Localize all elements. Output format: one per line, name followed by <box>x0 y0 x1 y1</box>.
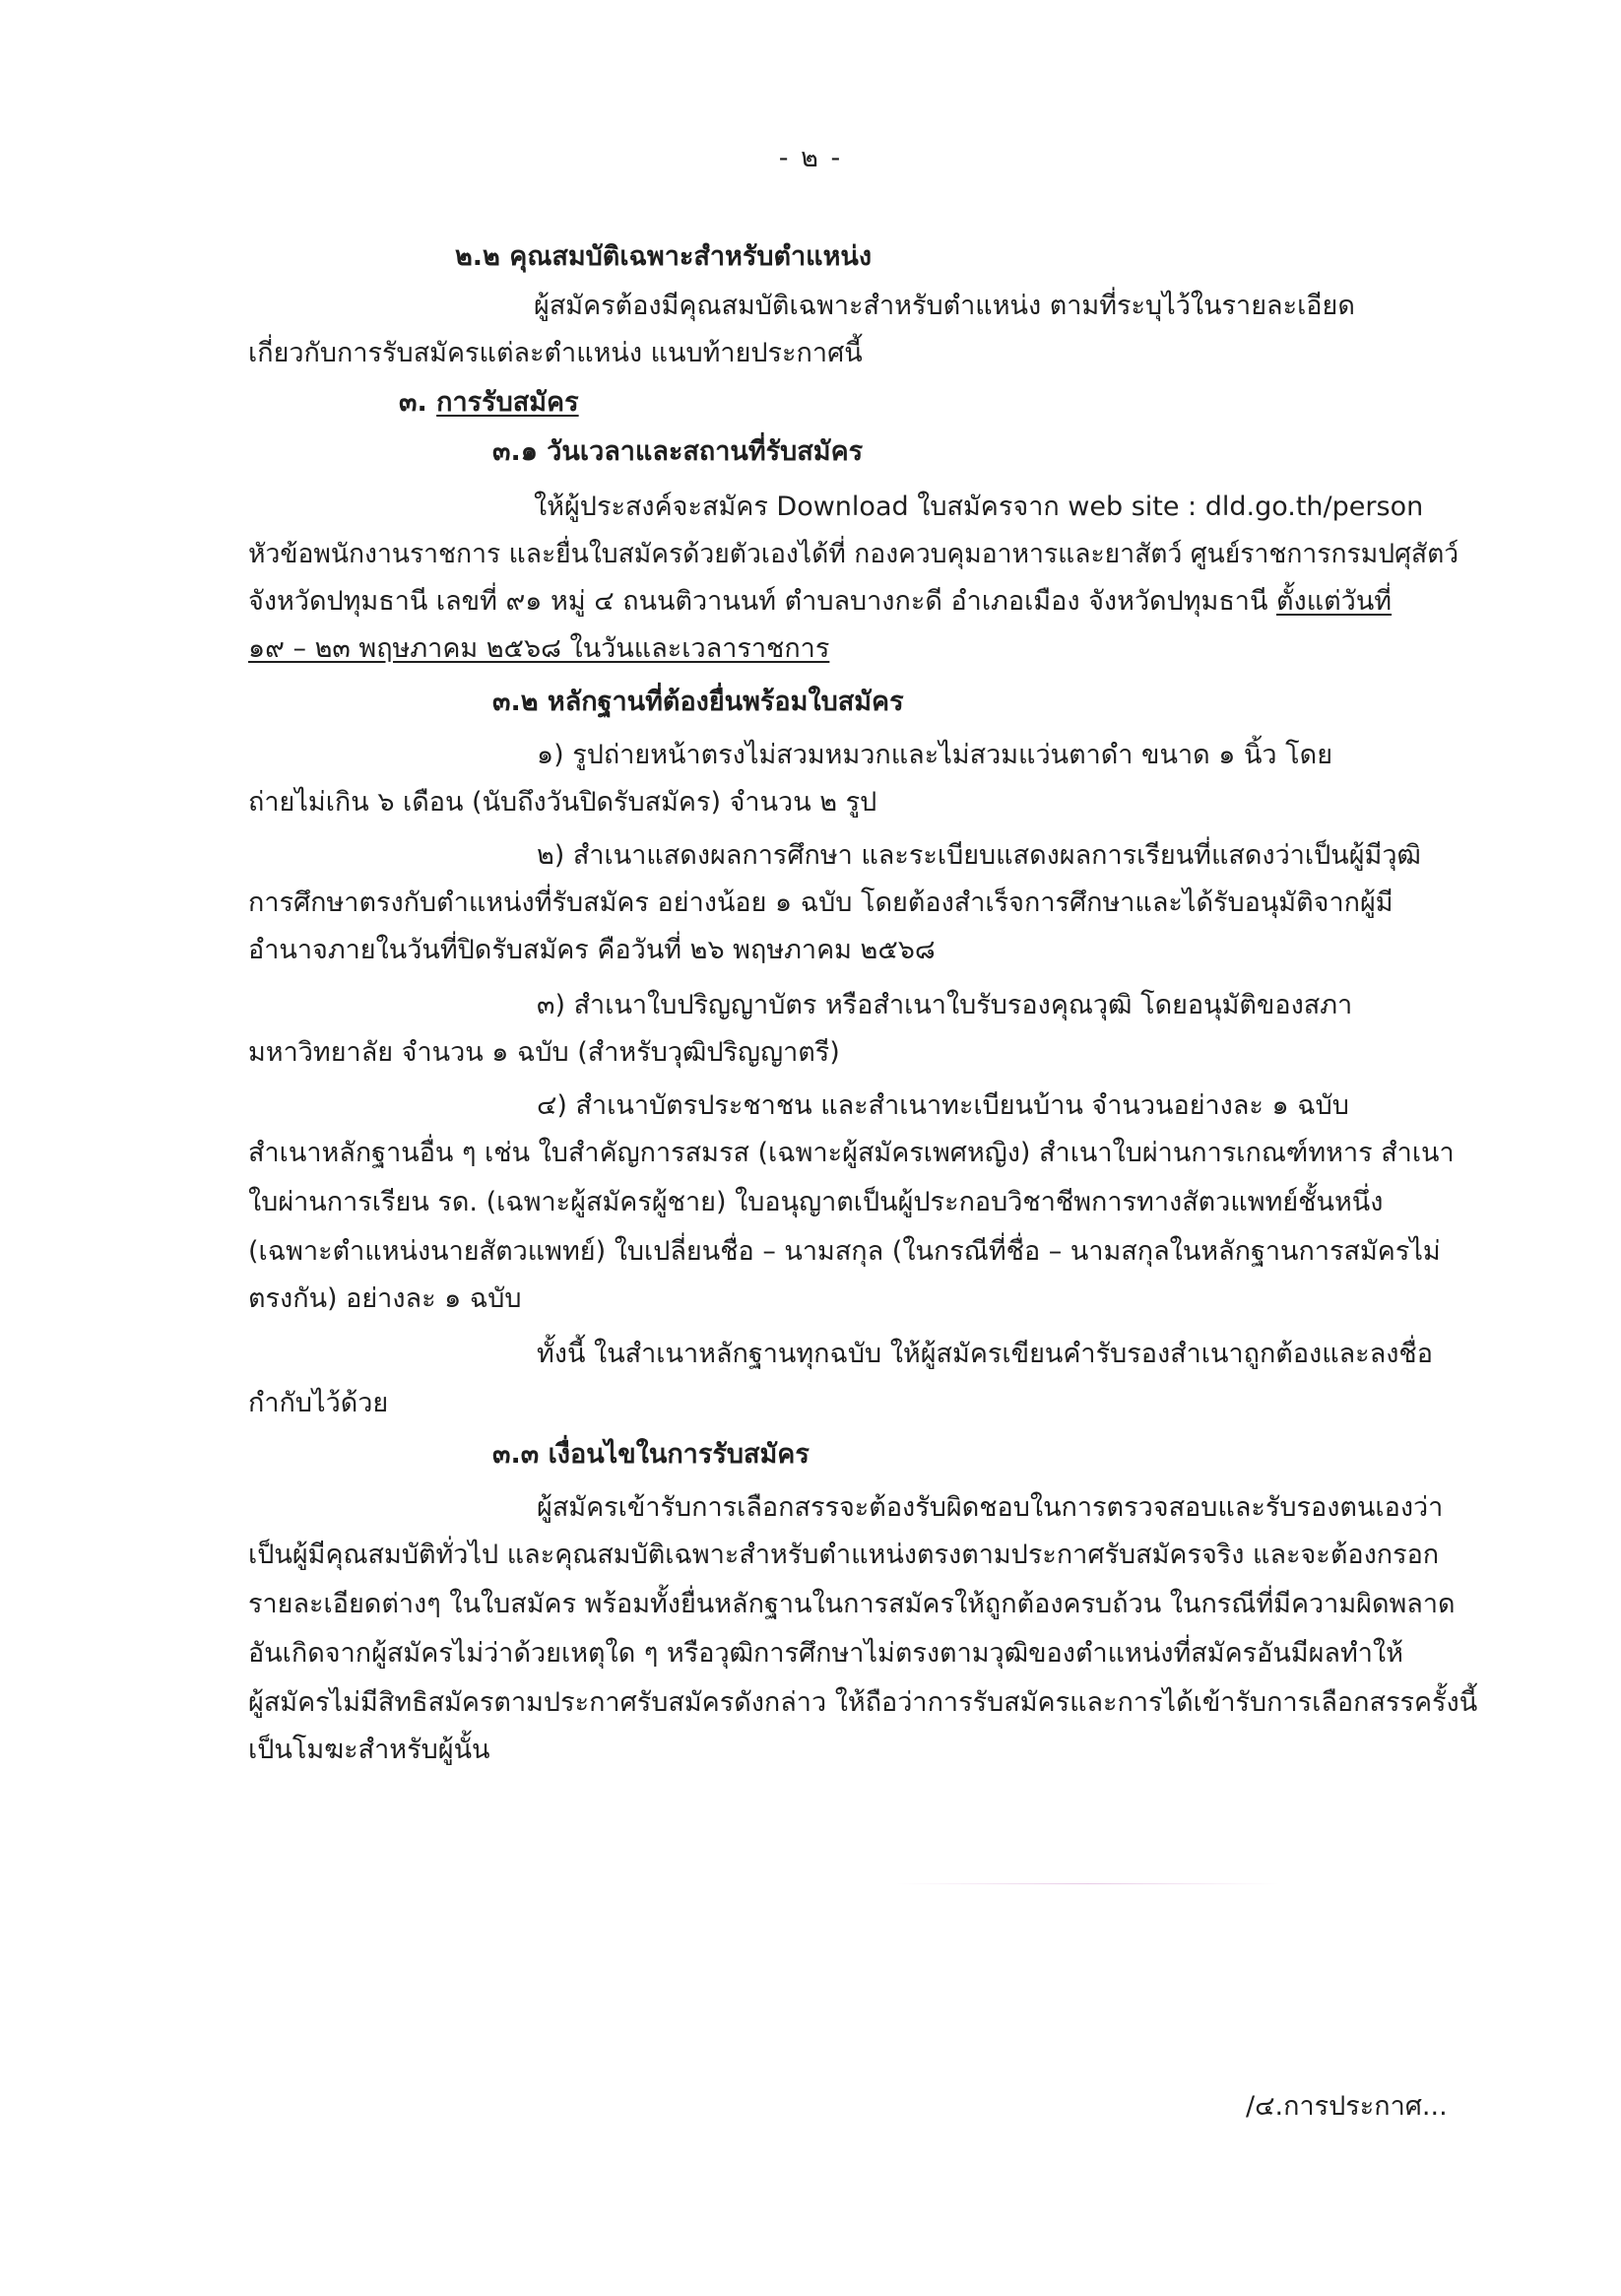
section-3-2-item-1-line-2: ถ่ายไม่เกิน ๖ เดือน (นับถึงวันปิดรับสมัคร) จำนวน ๒ รูป <box>248 787 877 818</box>
section-3-2-item-1-line-1: ๑) รูปถ่ายหน้าตรงไม่สวมหมวกและไม่สวมแว่นตาดำ ขนาด ๑ นิ้ว โดย <box>537 740 1333 770</box>
section-3-3-line-4: อันเกิดจากผู้สมัครไม่ว่าด้วยเหตุใด ๆ หรือวุฒิการศึกษาไม่ตรงตามวุฒิของตำแหน่งที่สมัครอันมีผลทำให้ <box>248 1638 1403 1669</box>
section-3-3-line-3: รายละเอียดต่างๆ ในใบสมัคร พร้อมทั้งยื่นหลักฐานในการสมัครให้ถูกต้องครบถ้วน ในกรณีที่มีความผิดพลาด <box>248 1589 1456 1619</box>
section-3-2-item-4-line-3: ใบผ่านการเรียน รด. (เฉพาะผู้สมัครผู้ชาย) ใบอนุญาตเป็นผู้ประกอบวิชาชีพการทางสัตวแพทย์ชั้นหนึ่ง <box>248 1187 1384 1217</box>
section-3-1-line-2: หัวข้อพนักงานราชการ และยื่นใบสมัครด้วยตัวเองได้ที่ กองควบคุมอาหารและยาสัตว์ ศูนย์ราชการกรมปศุสัตว์ <box>248 539 1459 569</box>
section-3-2-heading: ๓.๒ หลักฐานที่ต้องยื่นพร้อมใบสมัคร <box>492 687 904 717</box>
section-3-2-item-2-line-1: ๒) สำเนาแสดงผลการศึกษา และระเบียบแสดงผลการเรียนที่แสดงว่าเป็นผู้มีวุฒิ <box>537 840 1421 871</box>
page-number: - ๒ - <box>778 143 843 173</box>
section-3-2-item-3-line-1: ๓) สำเนาใบปริญญาบัตร หรือสำเนาใบรับรองคุณวุฒิ โดยอนุมัติของสภา <box>537 990 1353 1020</box>
section-3-1-line-3-text: จังหวัดปทุมธานี เลขที่ ๙๑ หมู่ ๔ ถนนติวานนท์ ตำบลบางกะดี อำเภอเมือง จังหวัดปทุมธานี <box>248 586 1276 617</box>
section-3-2-item-2-line-2: การศึกษาตรงกับตำแหน่งที่รับสมัคร อย่างน้อย ๑ ฉบับ โดยต้องสำเร็จการศึกษาและได้รับอนุมัติจากผู้มี <box>248 887 1394 918</box>
section-2-2-line-1: ผู้สมัครต้องมีคุณสมบัติเฉพาะสำหรับตำแหน่ง ตามที่ระบุไว้ในรายละเอียด <box>534 291 1355 321</box>
section-3-2-item-4-line-1: ๔) สำเนาบัตรประชาชน และสำเนาทะเบียนบ้าน จำนวนอย่างละ ๑ ฉบับ <box>537 1090 1349 1121</box>
section-2-2-line-2: เกี่ยวกับการรับสมัครแต่ละตำแหน่ง แนบท้ายประกาศนี้ <box>248 338 863 368</box>
scan-artifact-line <box>896 1883 1280 1884</box>
section-3-3-line-6: เป็นโมฆะสำหรับผู้นั้น <box>248 1735 490 1765</box>
section-3-1-line-3 <box>248 579 1392 624</box>
section-3-2-item-4-line-2: สำเนาหลักฐานอื่น ๆ เช่น ใบสำคัญการสมรส (เฉพาะผู้สมัครเพศหญิง) สำเนาใบผ่านการเกณฑ์ทหาร สำเนา <box>248 1138 1455 1168</box>
section-3-2-item-4-line-5: ตรงกัน) อย่างละ ๑ ฉบับ <box>248 1283 522 1314</box>
section-3-3-line-2: เป็นผู้มีคุณสมบัติทั่วไป และคุณสมบัติเฉพาะสำหรับตำแหน่งตรงตามประกาศรับสมัครจริง และจะต้องกรอก <box>248 1540 1440 1570</box>
section-3-2-note-line-2: กำกับไว้ด้วย <box>248 1388 389 1418</box>
section-3-3-line-1: ผู้สมัครเข้ารับการเลือกสรรจะต้องรับผิดชอบในการตรวจสอบและรับรองตนเองว่า <box>537 1492 1444 1523</box>
section-3-3-line-5: ผู้สมัครไม่มีสิทธิสมัครตามประกาศรับสมัครดังกล่าว ให้ถือว่าการรับสมัครและการได้เข้ารับการเลือกสรรครั้งนี้ <box>248 1687 1478 1718</box>
section-3-2-note-line-1: ทั้งนี้ ในสำเนาหลักฐานทุกฉบับ ให้ผู้สมัครเขียนคำรับรองสำเนาถูกต้องและลงชื่อ <box>537 1339 1433 1369</box>
section-3-3-heading: ๓.๓ เงื่อนไขในการรับสมัคร <box>492 1439 810 1470</box>
section-3-number: ๓. <box>399 387 427 418</box>
section-3-title: การรับสมัคร <box>436 387 579 418</box>
continued-on-next-page: /๔.การประกาศ... <box>1246 2091 1448 2122</box>
section-3-2-item-3-line-2: มหาวิทยาลัย จำนวน ๑ ฉบับ (สำหรับวุฒิปริญญาตรี) <box>248 1037 840 1068</box>
section-3-2-item-2-line-3: อำนาจภายในวันที่ปิดรับสมัคร คือวันที่ ๒๖ พฤษภาคม ๒๕๖๘ <box>248 935 936 965</box>
section-3-1-line-1: ให้ผู้ประสงค์จะสมัคร Download ใบสมัครจาก web site : dld.go.th/person <box>534 492 1424 522</box>
section-2-2-heading: ๒.๒ คุณสมบัติเฉพาะสำหรับตำแหน่ง <box>455 241 873 272</box>
section-3-2-item-4-line-4: (เฉพาะตำแหน่งนายสัตวแพทย์) ใบเปลี่ยนชื่อ – นามสกุล (ในกรณีที่ชื่อ – นามสกุลในหลักฐานการสมัครไม่ <box>248 1236 1441 1267</box>
application-start-label: ตั้งแต่วันที่ <box>1276 586 1393 617</box>
application-period: ๑๙ – ๒๓ พฤษภาคม ๒๕๖๘ ในวันและเวลาราชการ <box>248 633 830 664</box>
section-3-1-heading: ๓.๑ วันเวลาและสถานที่รับสมัคร <box>492 436 864 467</box>
section-3-heading <box>399 380 579 426</box>
